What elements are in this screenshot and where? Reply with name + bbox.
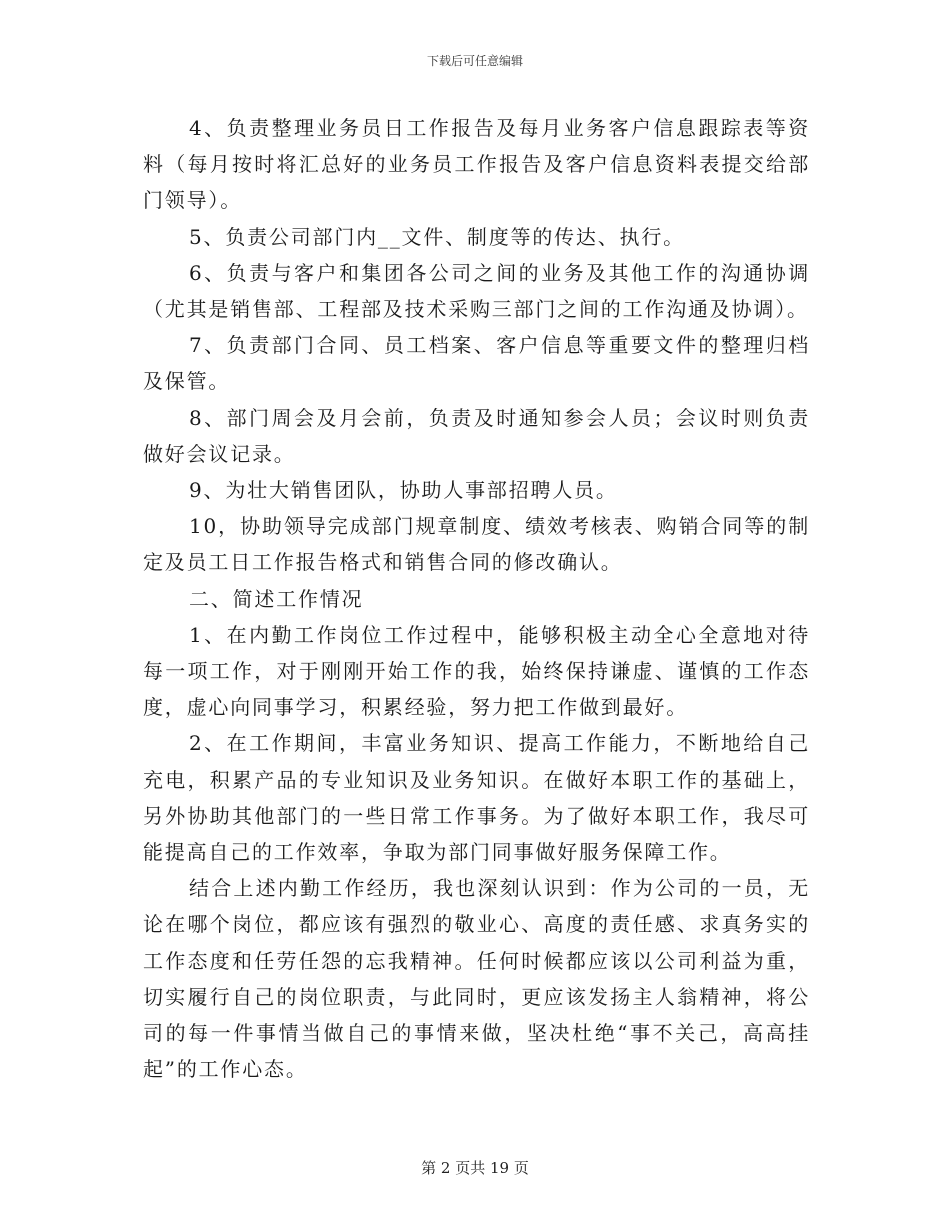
paragraph-work-2: 2、在工作期间，丰富业务知识、提高工作能力，不断地给自己充电，积累产品的专业知识及业务知识。在做好本职工作的基础上，另外协助其他部门的一些日常工作事务。为了做好本职工作，我尽可能提高自己的工作效率，争取为部门同事做好服务保障工作。 [143,731,810,865]
paragraph-duty-8: 8、部门周会及月会前，负责及时通知参会人员；会议时则负责做好会议记录。 [143,405,810,466]
paragraph-duty-9: 9、为壮大销售团队，协助人事部招聘人员。 [189,478,618,503]
paragraph-duty-6: 6、负责与客户和集团各公司之间的业务及其他工作的沟通协调（尤其是销售部、工程部及技术采购三部门之间的工作沟通及协调）。 [143,260,810,322]
page-header: 下载后可任意编辑 [426,54,523,68]
paragraph-duty-7: 7、负责部门合同、员工档案、客户信息等重要文件的整理归档及保管。 [143,333,810,394]
section-heading: 二、简述工作情况 [189,586,364,611]
paragraph-duty-5: 5、负责公司部门内__文件、制度等的传达、执行。 [189,224,685,249]
paragraph-conclusion: 结合上述内勤工作经历，我也深刻认识到：作为公司的一员，无论在哪个岗位，都应该有强烈的敬业心、高度的责任感、求真务实的工作态度和任劳任怨的忘我精神。任何时候都应该以公司利益为重，切实履行自己的岗位职责，与此同时，更应该发扬主人翁精神，将公司的每一件事情当做自己的事情来做，坚决杜绝“事不关己，高高挂起”的工作心态。 [143,876,810,1082]
paragraph-work-1: 1、在内勤工作岗位工作过程中，能够积极主动全心全意地对待每一项工作，对于刚刚开始工作的我，始终保持谦虚、谨慎的工作态度，虚心向同事学习，积累经验，努力把工作做到最好。 [143,622,810,720]
paragraph-duty-4: 4、负责整理业务员日工作报告及每月业务客户信息跟踪表等资料（每月按时将汇总好的业务员工作报告及客户信息资料表提交给部门领导）。 [143,116,810,213]
page-number: 第 2 页共 19 页 [421,1159,529,1177]
paragraph-duty-10: 10，协助领导完成部门规章制度、绩效考核表、购销合同等的制定及员工日工作报告格式和销售合同的修改确认。 [143,514,810,575]
document-body [143,110,810,1087]
